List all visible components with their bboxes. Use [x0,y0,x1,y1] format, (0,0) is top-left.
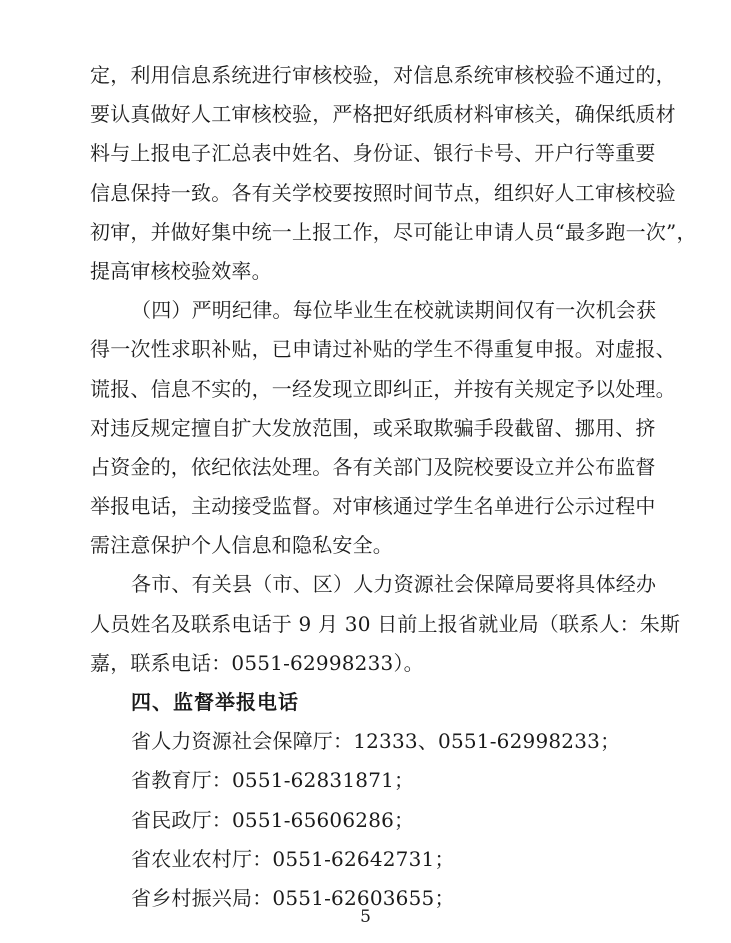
paragraph-line: 人员姓名及联系电话于 9 月 30 日前上报省就业局（联系人：朱斯 [90,612,681,636]
page-number: 5 [360,907,371,927]
contact-line: 省农业农村厅：0551-62642731； [131,847,455,871]
paragraph-line: 对违反规定擅自扩大发放范围，或采取欺骗手段截留、挪用、挤 [90,416,656,440]
paragraph-line: （四）严明纪律。每位毕业生在校就读期间仅有一次机会获 [131,298,657,322]
paragraph-line: 定，利用信息系统进行审核校验，对信息系统审核校验不通过的， [90,63,676,87]
section-heading: 四、监督举报电话 [131,690,299,714]
contact-line: 省人力资源社会保障厅：12333、0551-62998233； [131,729,621,753]
contact-line: 省教育厅：0551-62831871； [131,768,415,792]
paragraph-line: 提高审核校验效率。 [90,259,272,283]
paragraph-line: 各市、有关县（市、区）人力资源社会保障局要将具体经办 [131,572,657,596]
paragraph-line: 要认真做好人工审核校验，严格把好纸质材料审核关，确保纸质材 [90,102,676,126]
paragraph-line: 谎报、信息不实的，一经发现立即纠正，并按有关规定予以处理。 [90,377,676,401]
paragraph-line: 信息保持一致。各有关学校要按照时间节点，组织好人工审核校验 [90,181,676,205]
paragraph-line: 得一次性求职补贴，已申请过补贴的学生不得重复申报。对虚报、 [90,337,676,361]
paragraph-line: 料与上报电子汇总表中姓名、身份证、银行卡号、开户行等重要 [90,141,656,165]
paragraph-line: 嘉，联系电话：0551-62998233）。 [90,651,424,675]
paragraph-line: 举报电话，主动接受监督。对审核通过学生名单进行公示过程中 [90,494,656,518]
contact-line: 省民政厅：0551-65606286； [131,808,415,832]
paragraph-line: 需注意保护个人信息和隐私安全。 [90,533,393,557]
paragraph-line: 占资金的，依纪依法处理。各有关部门及院校要设立并公布监督 [90,455,656,479]
contact-line: 省乡村振兴局：0551-62603655； [131,886,455,910]
paragraph-line: 初审，并做好集中统一上报工作，尽可能让申请人员“最多跑一次”， [90,220,697,244]
